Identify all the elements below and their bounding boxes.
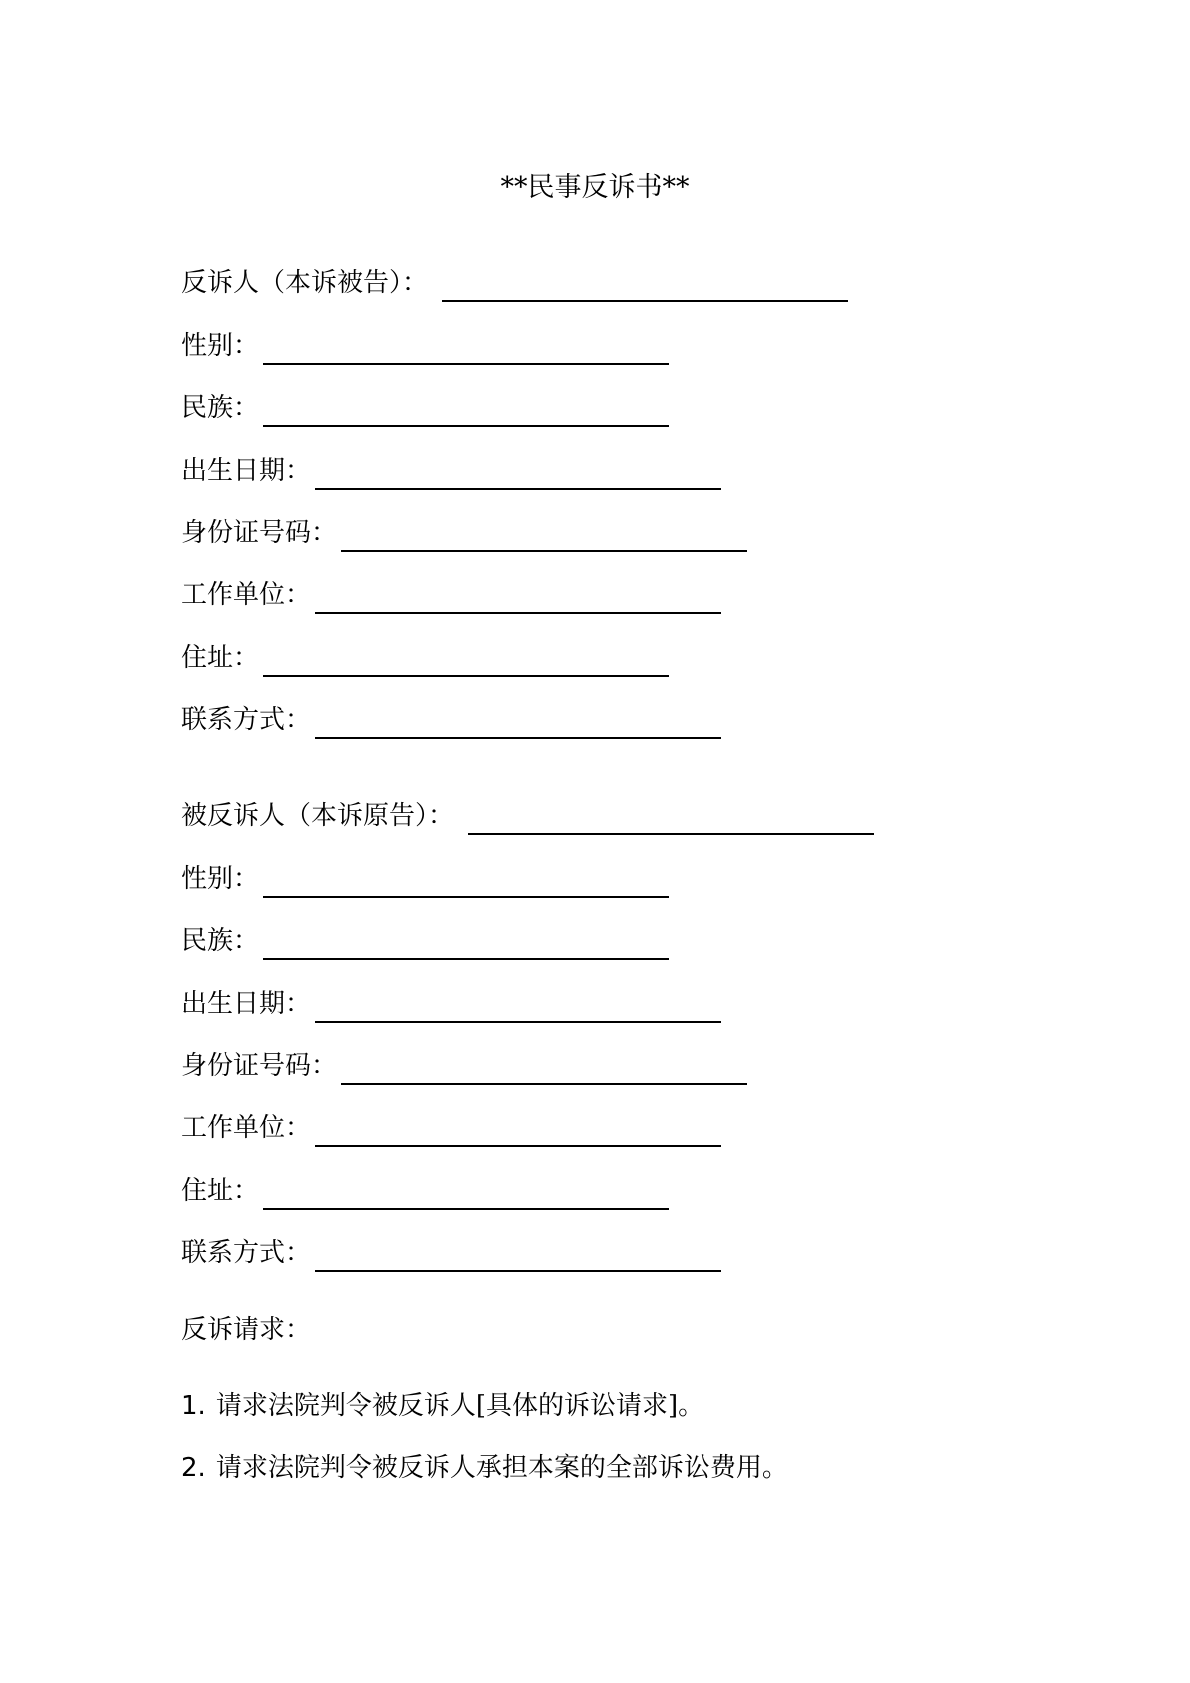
counter-defendant-contact-blank[interactable] [315,1240,721,1272]
field-label: 住址： [181,643,260,673]
counterclaimant-birthdate-row [181,450,721,490]
counter-defendant-gender-row [181,858,669,898]
claim-text: 请求法院判令被反诉人承担本案的全部诉讼费用。 [215,1453,788,1483]
counterclaimant-address-blank[interactable] [263,645,669,677]
field-label: 工作单位： [181,1113,312,1143]
field-label: 身份证号码： [181,518,338,548]
counterclaimant-heading-row [181,262,848,302]
counter-defendant-contact-row [181,1232,721,1272]
counter-defendant-heading-row [181,795,874,835]
counterclaimant-name-blank[interactable] [442,270,848,302]
claim-item [181,1451,788,1485]
claims-heading: 反诉请求： [181,1315,312,1345]
field-label: 性别： [181,331,260,361]
counter-defendant-gender-blank[interactable] [263,866,669,898]
field-label: 身份证号码： [181,1051,338,1081]
counterclaimant-id-blank[interactable] [341,520,747,552]
counterclaimant-heading: 反诉人（本诉被告）： [181,268,429,298]
counter-defendant-id-blank[interactable] [341,1053,747,1085]
counter-defendant-address-blank[interactable] [263,1178,669,1210]
claim-text: 请求法院判令被反诉人[具体的诉讼请求]。 [215,1391,705,1421]
field-label: 出生日期： [181,456,312,486]
field-label: 住址： [181,1176,260,1206]
counterclaimant-address-row [181,637,669,677]
counter-defendant-name-blank[interactable] [468,803,874,835]
counter-defendant-id-row [181,1045,747,1085]
counterclaimant-employer-blank[interactable] [315,582,721,614]
counterclaimant-contact-blank[interactable] [315,707,721,739]
counter-defendant-ethnicity-row [181,920,669,960]
claim-number: 1. [181,1391,206,1421]
field-label: 性别： [181,864,260,894]
claim-number: 2. [181,1453,206,1483]
counterclaimant-id-row [181,512,747,552]
field-label: 民族： [181,393,260,423]
counterclaimant-gender-row [181,325,669,365]
counter-defendant-ethnicity-blank[interactable] [263,928,669,960]
counter-defendant-birthdate-row [181,983,721,1023]
counterclaimant-employer-row [181,574,721,614]
field-label: 工作单位： [181,580,312,610]
counterclaimant-ethnicity-row [181,387,669,427]
counter-defendant-employer-blank[interactable] [315,1115,721,1147]
document-title: **民事反诉书** [500,172,690,203]
field-label: 出生日期： [181,989,312,1019]
counterclaimant-contact-row [181,699,721,739]
counter-defendant-employer-row [181,1107,721,1147]
field-label: 联系方式： [181,1238,312,1268]
counter-defendant-birthdate-blank[interactable] [315,991,721,1023]
counterclaimant-ethnicity-blank[interactable] [263,395,669,427]
counter-defendant-heading: 被反诉人（本诉原告）： [181,801,455,831]
counter-defendant-address-row [181,1170,669,1210]
field-label: 民族： [181,926,260,956]
counterclaimant-birthdate-blank[interactable] [315,458,721,490]
counterclaimant-gender-blank[interactable] [263,333,669,365]
field-label: 联系方式： [181,705,312,735]
claim-item [181,1389,704,1423]
